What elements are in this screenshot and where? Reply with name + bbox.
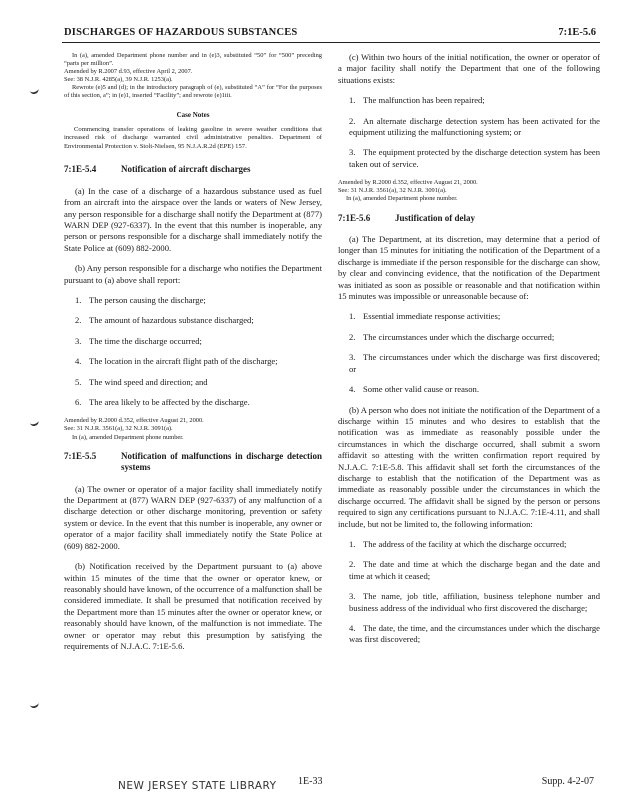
item-text: The address of the facility at which the discharge occurred; <box>363 538 567 549</box>
paragraph: (a) The owner or operator of a major facility shall immediately notify the Department at (877) WARN DEP (927-6337) of any malfunction of a discharge detection or other discharge monitoring, prevention or safety system or device. In the event that this number is inoperable, any owner or operator of a major facility shall immediately notify the State Police at (609) 882-2000. <box>64 483 322 551</box>
item-text: The time the discharge occurred; <box>89 335 202 346</box>
list-item <box>338 539 600 550</box>
running-header-title: DISCHARGES OF HAZARDOUS SUBSTANCES <box>64 27 298 38</box>
supplement-date: Supp. 4-2-07 <box>541 776 594 787</box>
paragraph: (b) Any person responsible for a discharge who notifies the Department pursuant to (a) above shall report: <box>64 263 322 285</box>
list-item <box>338 147 600 170</box>
section-heading-5-5 <box>64 451 322 474</box>
list-item <box>338 559 600 582</box>
amend-line: In (a), amended Department phone number and in (e)3, substituted “50” for “500” preceding “parts per million”. <box>64 52 322 68</box>
section-title: Notification of aircraft discharges <box>121 164 251 175</box>
item-text: The circumstances under which the discharge was first discovered; or <box>349 352 600 374</box>
item-text: Essential immediate response activities; <box>363 311 501 322</box>
case-notes-heading: Case Notes <box>176 110 210 119</box>
item-text: Some other valid cause or reason. <box>363 384 479 395</box>
amendment-note <box>64 417 322 441</box>
item-number: 2. <box>349 115 356 126</box>
item-number: 5. <box>75 376 82 387</box>
list-item <box>338 311 600 322</box>
item-number: 4. <box>349 623 356 633</box>
section-number: 7:1E-5.4 <box>64 164 97 175</box>
paragraph: (b) A person who does not initiate the notification of the Department of a discharge within 15 minutes and who desires to establish that the notification was as immediate as reasonably possible under the circumstances in which the discharge occurred, shall submit a sworn affidavit so attesting with the written confirmation report required by N.J.A.C. 7:1E-5.8. This affidavit shall set forth the circumstances of the discharge to establish that the notification of the Department was as immediate as reasonably possible under the circumstances in which the discharge occurred. The affidavit shall be signed by the person or persons required to sign any certifications pursuant to N.J.A.C. 7:1E-4.11, and shall include, but not be limited to, the following information: <box>338 404 600 529</box>
paragraph: (c) Within two hours of the initial notification, the owner or operator of a major facility shall notify the Department that one of the following situations exists: <box>338 52 600 85</box>
list-item <box>64 336 322 347</box>
item-number: 3. <box>349 352 356 363</box>
paragraph: (a) The Department, at its discretion, may determine that a period of longer than 15 minutes for initiating the notification of the Department of a discharge is immediate if the person responsible for the discharge can show, by clear and convincing evidence, that the notification of the Department was initiated as soon as possible or reasonable and that notification within 15 minutes was impossible or unreasonable because of: <box>338 234 600 302</box>
item-number: 1. <box>75 294 82 305</box>
amend-line: In (a), amended Department phone number. <box>346 195 458 203</box>
amend-line: Amended by R.2007 d.93, effective April 2, 2007. <box>64 68 193 76</box>
list-item <box>338 623 600 646</box>
amend-line: Rewrote (e)5 and (d); in the introductory paragraph of (e), substituted “A” for “For the purposes of this section, a”; in (e)1, inserted “Facility”; and rewrote (e)1iii. <box>64 84 322 100</box>
list-item <box>64 315 322 326</box>
header-rule <box>62 42 600 43</box>
amend-line: See: 38 N.J.R. 4285(a), 39 N.J.R. 1253(a). <box>64 76 173 84</box>
item-number: 3. <box>75 335 82 346</box>
amend-line: See: 31 N.J.R. 3561(a), 32 N.J.R. 3091(a). <box>338 187 447 195</box>
item-number: 1. <box>349 538 356 549</box>
paragraph: (a) In the case of a discharge of a hazardous substance used as fuel from an aircraft into the airspace over the lands or waters of New Jersey, any person responsible for a discharge shall notify the Department at (877) WARN DEP (927-6337). In the event that this number is inoperable, any person or persons responsible for a discharge shall immediately notify the State Police at (609) 882-2000. <box>64 185 322 253</box>
item-number: 1. <box>349 95 356 106</box>
item-text: The amount of hazardous substance discharged; <box>89 315 254 326</box>
item-text: The name, job title, affiliation, business telephone number and business address of the individual who first discovered the discharge; <box>349 591 600 613</box>
margin-mark <box>29 701 39 709</box>
item-number: 2. <box>349 559 356 570</box>
list-item <box>338 352 600 375</box>
section-number: 7:1E-5.5 <box>64 450 97 461</box>
item-text: The person causing the discharge; <box>89 294 206 305</box>
item-text: The circumstances under which the discharge occurred; <box>363 331 555 342</box>
item-text: The wind speed and direction; and <box>89 376 208 387</box>
item-text: The location in the aircraft flight path of the discharge; <box>89 356 278 367</box>
list-item <box>64 397 322 408</box>
list-item <box>338 591 600 614</box>
item-text: The date, the time, and the circumstances under which the discharge was first discovered; <box>349 623 600 645</box>
list-item <box>338 116 600 139</box>
item-text: The malfunction has been repaired; <box>363 95 485 106</box>
list-item <box>338 384 600 395</box>
list-item <box>338 332 600 343</box>
item-number: 2. <box>75 315 82 326</box>
case-notes-text: Commencing transfer operations of leaking gasoline in severe weather conditions that increased risk of discharge warranted civil administrative penalties. Department of Environmental Protection v. Stolt-Nielsen, 95 N.J.A.R.2d (EPE) 157. <box>64 125 322 150</box>
list-item <box>64 356 322 367</box>
section-number: 7:1E-5.6 <box>338 212 371 223</box>
margin-mark <box>29 419 39 427</box>
section-title: Justification of delay <box>395 212 475 223</box>
library-stamp: NEW JERSEY STATE LIBRARY <box>118 780 277 792</box>
section-heading-5-6 <box>338 213 600 225</box>
list-item <box>64 377 322 388</box>
item-number: 4. <box>349 384 356 395</box>
amendment-note <box>338 179 600 203</box>
item-number: 6. <box>75 396 82 407</box>
item-text: The equipment protected by the discharge detection system has been taken out of service. <box>349 147 600 169</box>
list-item <box>338 95 600 106</box>
right-column <box>338 52 600 655</box>
item-number: 2. <box>349 331 356 342</box>
amend-line: In (a), amended Department phone number. <box>72 433 184 441</box>
amend-line: Amended by R.2000 d.352, effective August 21, 2000. <box>64 417 204 425</box>
page-number: 1E-33 <box>298 776 323 787</box>
amend-line: See: 31 N.J.R. 3561(a), 32 N.J.R. 3091(a). <box>64 425 173 433</box>
item-number: 4. <box>75 356 82 367</box>
item-number: 3. <box>349 591 356 602</box>
amend-line: Amended by R.2000 d.352, effective August 21, 2000. <box>338 179 478 187</box>
margin-mark <box>29 87 39 95</box>
amendment-note-top <box>64 52 322 101</box>
section-title: Notification of malfunctions in discharge detection systems <box>121 450 322 473</box>
item-text: An alternate discharge detection system has been activated for the equipment utilizing the malfunctioning system; or <box>349 115 600 138</box>
paragraph: (b) Notification received by the Department pursuant to (a) above within 15 minutes of the time that the owner or operator knew, or reasonably should have known, of the occurrence of a malfunction shall be considered immediate. It shall be presumed that notification received by the Department more than 15 minutes after the owner or operator knew, or reasonably should have known, of the malfunction is not immediate. The owner or operator may rebut this presumption by satisfying the requirements of N.J.A.C. 7:1E-5.6. <box>64 561 322 651</box>
list-item <box>64 295 322 306</box>
section-heading-5-4 <box>64 164 322 176</box>
item-text: The area likely to be affected by the discharge. <box>89 396 250 407</box>
item-number: 1. <box>349 311 356 322</box>
item-number: 3. <box>349 147 356 158</box>
running-header-section: 7:1E-5.6 <box>558 27 596 38</box>
item-text: The date and time at which the discharge began and the date and time at which it ceased; <box>349 559 600 581</box>
left-column <box>64 52 322 661</box>
